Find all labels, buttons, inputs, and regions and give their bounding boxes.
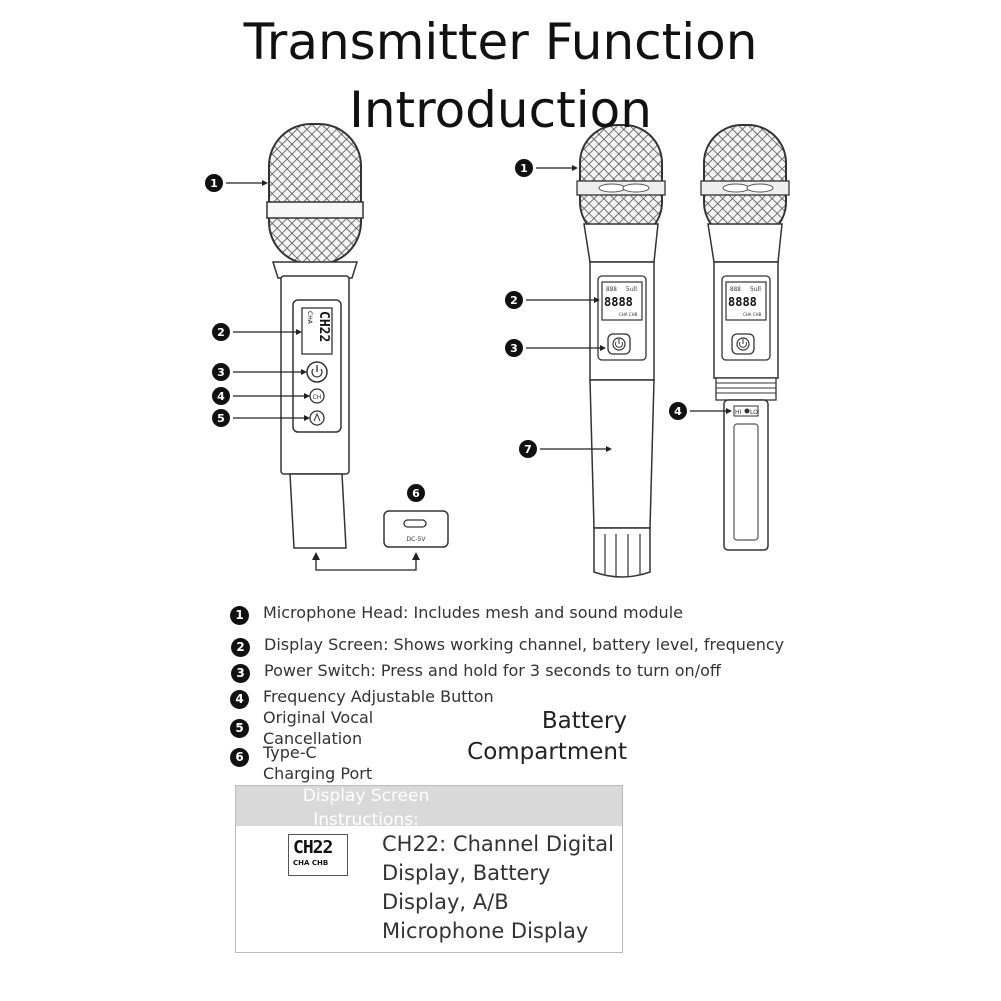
port-label: DC-5V <box>406 536 426 543</box>
mic1-lcd-sub: CHA <box>306 311 313 324</box>
legend-text: Display Screen: Shows working channel, battery level, frequency <box>264 635 785 654</box>
legend-item-4 <box>230 686 494 709</box>
legend-text: Power Switch: Press and hold for 3 seconds to turn on/off <box>264 661 721 680</box>
battery-compartment-label: Battery Compartment <box>467 708 627 765</box>
legend-item-2 <box>231 634 784 657</box>
mic1-head <box>269 124 361 264</box>
legend-number: 1 <box>230 606 249 625</box>
legend-item-3 <box>231 660 721 683</box>
svg-text:1: 1 <box>210 177 218 190</box>
mic3-thread <box>716 378 776 400</box>
connector-arrow <box>316 558 416 570</box>
ch22-screen-illustration <box>288 834 348 876</box>
svg-text:3: 3 <box>510 342 518 355</box>
legend-number: 5 <box>230 719 249 738</box>
legend-number: 3 <box>231 664 250 683</box>
svg-text:2: 2 <box>217 326 225 339</box>
mic2-battery-compartment <box>590 380 654 528</box>
svg-text:HI: HI <box>735 409 742 416</box>
legend-text: Type-C Charging Port <box>263 743 373 783</box>
legend-number: 6 <box>230 748 249 767</box>
legend-text: Microphone Head: Includes mesh and sound module <box>263 603 683 622</box>
legend-item-6 <box>230 742 393 784</box>
display-instructions-box <box>235 785 623 953</box>
page-title-line-1: Transmitter Function <box>243 13 758 71</box>
mic2-lcd-digits: 8888 <box>604 295 633 309</box>
svg-text:1: 1 <box>520 162 528 175</box>
display-instructions-text: CH22: Channel Digital Display, Battery Display, A/B Microphone Display <box>382 832 614 943</box>
svg-text:2: 2 <box>510 294 518 307</box>
svg-text:4: 4 <box>674 405 682 418</box>
ch22-digits: CH22 <box>293 837 333 858</box>
display-instructions-header <box>236 786 622 830</box>
legend-number: 4 <box>230 690 249 709</box>
svg-text:5: 5 <box>217 412 225 425</box>
svg-text:LO: LO <box>750 409 758 416</box>
ch-sub-labels: CHA CHB <box>293 859 329 867</box>
mic1-ch-label: CH <box>312 394 322 401</box>
usb-c-icon <box>404 520 426 527</box>
svg-text:888: 888 <box>730 286 741 293</box>
svg-text:4: 4 <box>217 390 225 403</box>
mic1-lcd-digits: CH22 <box>316 311 331 343</box>
svg-text:5ull: 5ull <box>626 286 637 293</box>
svg-text:888: 888 <box>606 286 617 293</box>
legend-number: 2 <box>231 638 250 657</box>
mic1-handle <box>290 474 346 548</box>
display-instructions-title: Display Screen Instructions: <box>302 786 430 830</box>
svg-text:3: 3 <box>217 366 225 379</box>
svg-text:7: 7 <box>524 443 532 456</box>
mic3-callouts <box>669 402 732 420</box>
svg-text:5ull: 5ull <box>750 286 761 293</box>
legend-item-1 <box>230 602 683 625</box>
svg-text:CHA CHB: CHA CHB <box>619 312 638 317</box>
mic2-neck <box>584 224 658 262</box>
mic3-neck <box>708 224 782 262</box>
mic2-tail <box>594 528 650 577</box>
microphone-3 <box>701 125 789 550</box>
legend-text: Frequency Adjustable Button <box>263 687 494 706</box>
svg-text:CHA CHB: CHA CHB <box>743 312 762 317</box>
mic1-head-ring <box>267 202 363 218</box>
microphone-1 <box>267 124 363 548</box>
svg-text:6: 6 <box>412 487 420 500</box>
mic3-lcd-digits: 8888 <box>728 295 757 309</box>
legend-text: Original Vocal Cancellation <box>263 708 374 748</box>
microphone-2 <box>577 125 665 577</box>
page-title-line-2: Introduction <box>349 81 652 139</box>
